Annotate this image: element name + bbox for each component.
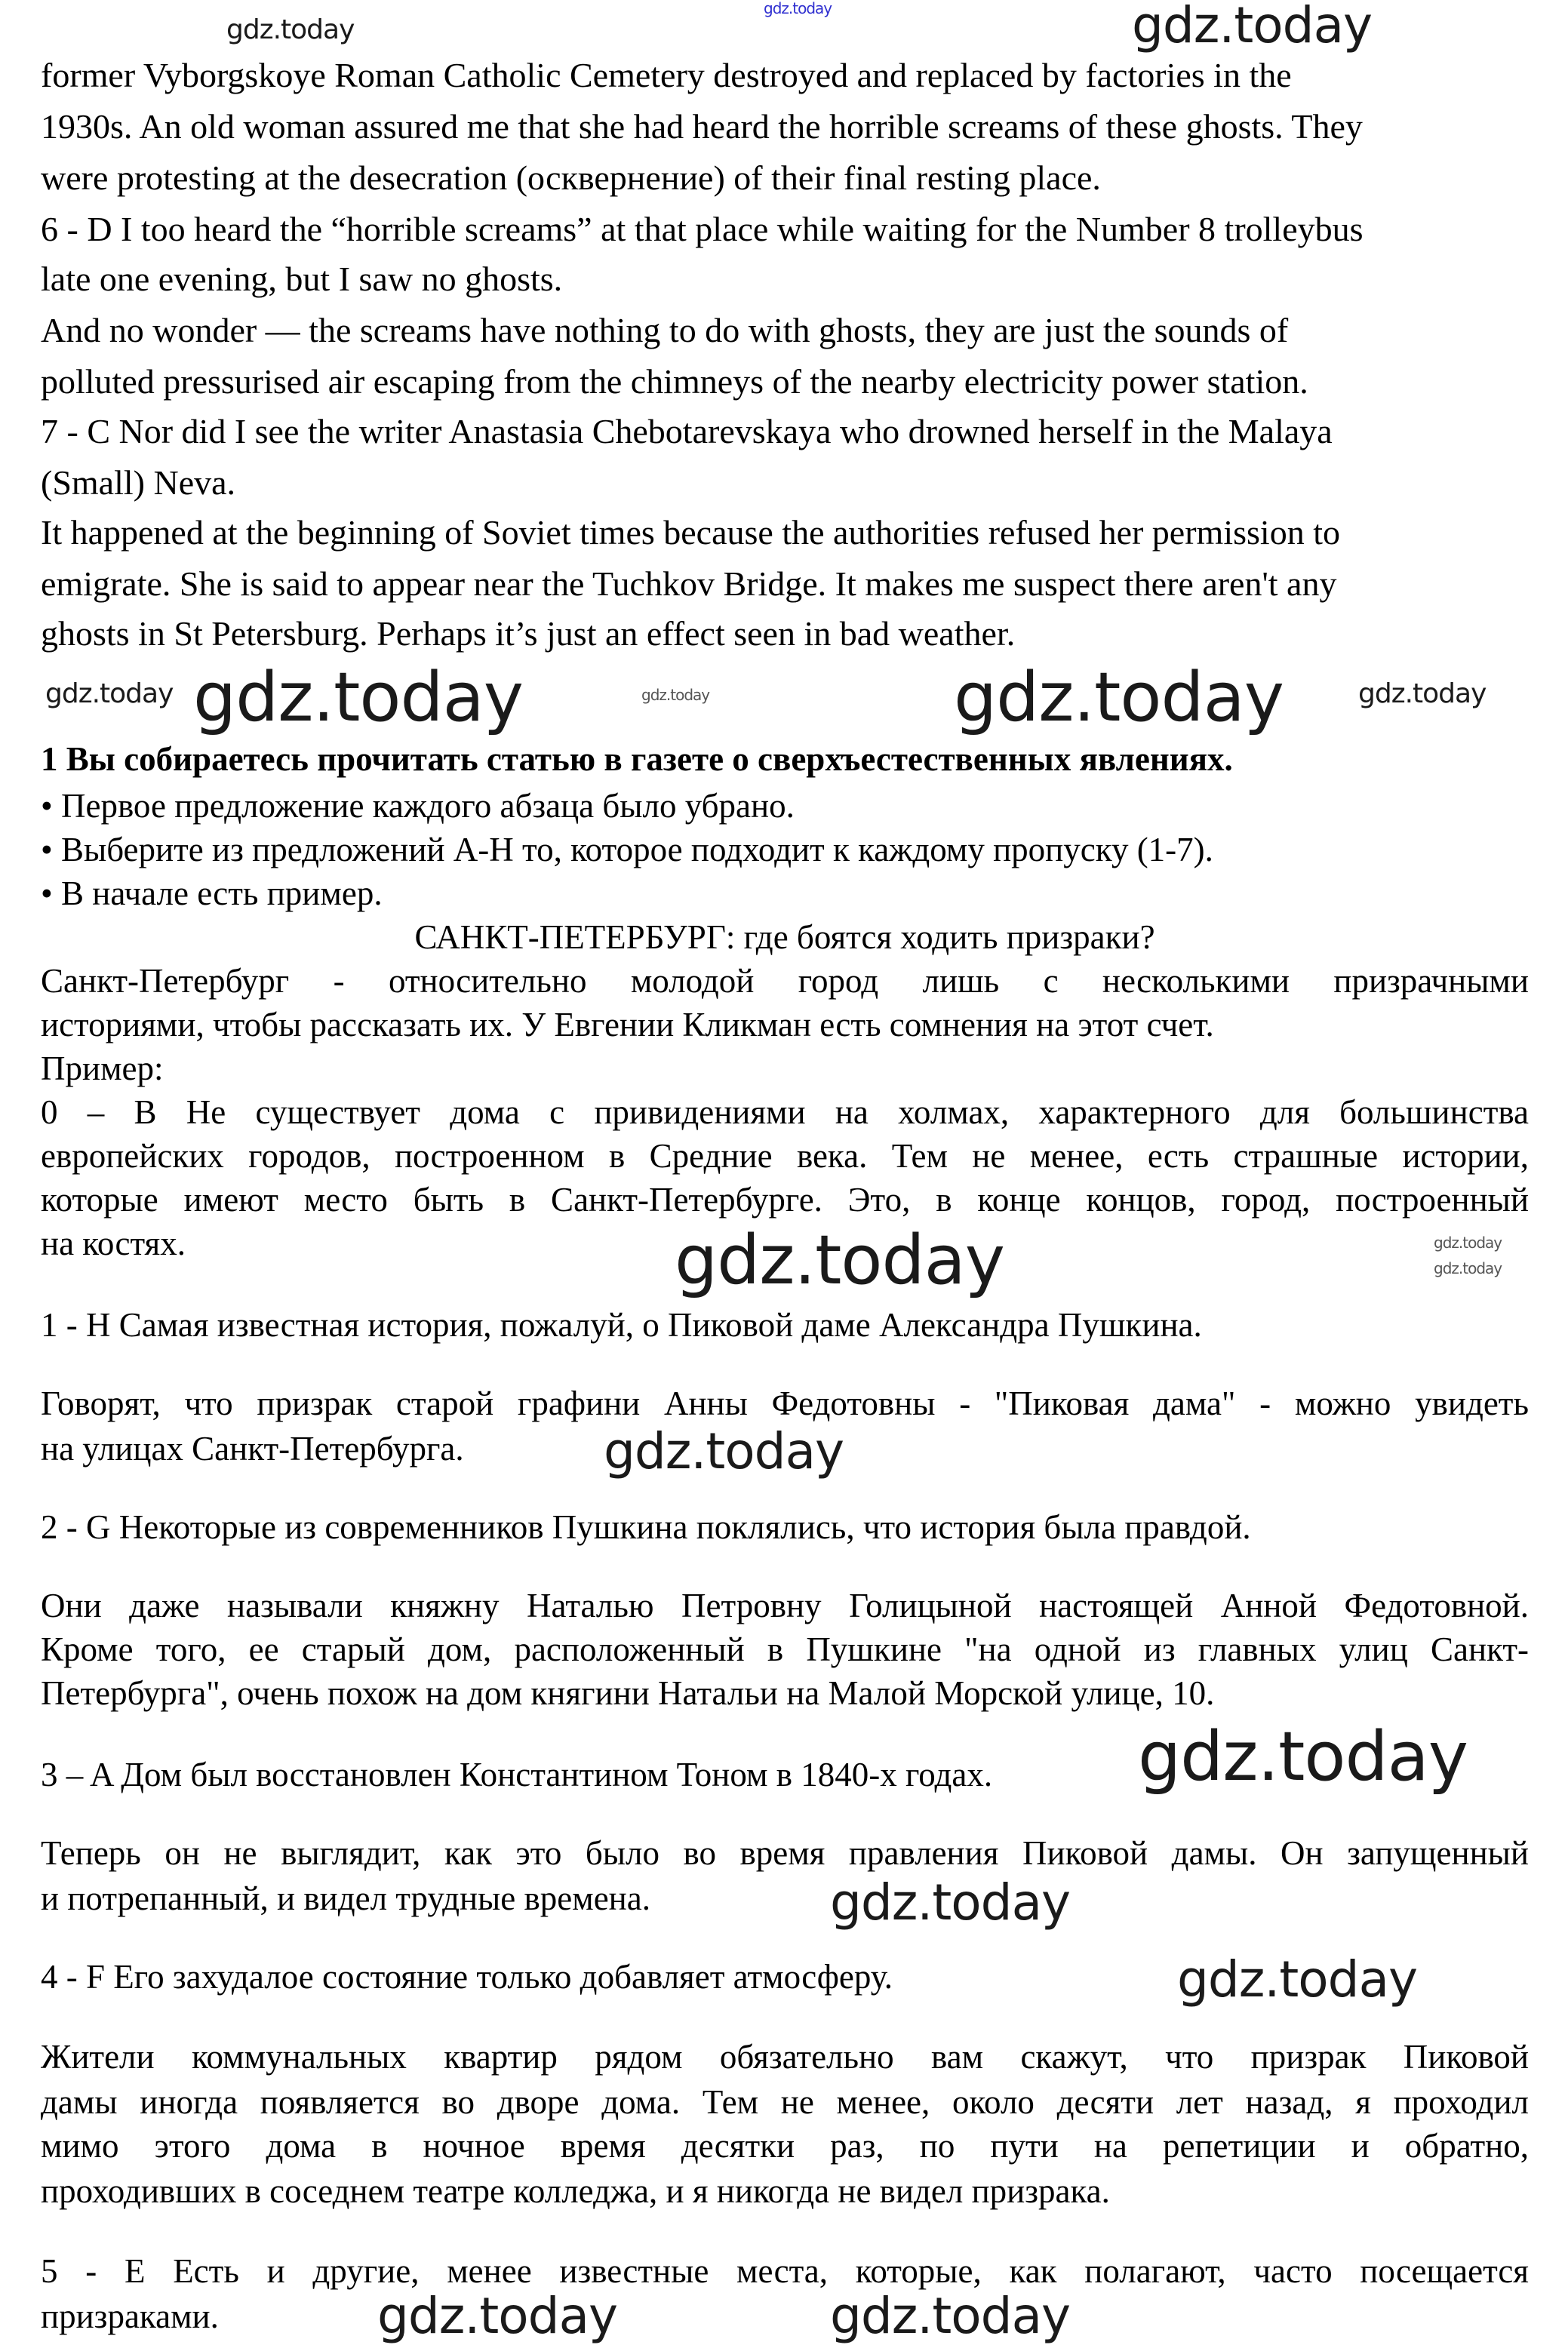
task-bullet: • Выберите из предложений A-H то, которое подходит к каждому пропуску (1-7). [41,831,1213,868]
watermark: gdz.today [604,1422,844,1480]
russian-line: Говорят, что призрак старой графини Анны Федотовны - "Пиковая дама" - можно увидеть [41,1385,1529,1422]
article-title: САНКТ-ПЕТЕРБУРГ: где боятся ходить призраки? [414,918,1155,956]
russian-line: которые имеют место быть в Санкт-Петербурге. Это, в конце концов, город, построенный [41,1181,1529,1219]
english-line: ghosts in St Petersburg. Perhaps it’s just an effect seen in bad weather. [41,614,1016,653]
english-line: 7 - C Nor did I see the writer Anastasia Chebotarevskaya who drowned herself in the Malaya [41,412,1333,450]
russian-line: Жители коммунальных квартир рядом обязательно вам скажут, что призрак Пиковой [41,2038,1529,2076]
task-bullet: • Первое предложение каждого абзаца было убрано. [41,787,795,825]
russian-line: Петербурга", очень похож на дом княгини Натальи на Малой Морской улице, 10. [41,1674,1215,1712]
watermark: gdz.today [641,686,710,704]
russian-line: 1 - H Самая известная история, пожалуй, о Пиковой даме Александра Пушкина. [41,1306,1202,1344]
watermark: gdz.today [1132,0,1373,54]
russian-line: Пример: [41,1050,164,1087]
russian-line: Санкт-Петербург - относительно молодой город лишь с несколькими призрачными [41,962,1529,1000]
russian-line: 2 - G Некоторые из современников Пушкина поклялись, что история была правдой. [41,1508,1251,1546]
english-line: It happened at the beginning of Soviet times because the authorities refused her permission to [41,513,1340,552]
russian-line: 5 - E Есть и другие, менее известные места, которые, как полагают, часто посещается [41,2252,1529,2290]
english-line: were protesting at the desecration (осквернение) of their final resting place. [41,158,1101,197]
watermark: gdz.today [830,2287,1071,2345]
english-line: (Small) Neva. [41,463,236,502]
english-line: late one evening, but I saw no ghosts. [41,260,563,298]
english-line: emigrate. She is said to appear near the Tuchkov Bridge. It makes me suspect there aren't any [41,564,1337,603]
english-line: 1930s. An old woman assured me that she had heard the horrible screams of these ghosts. They [41,107,1363,146]
watermark: gdz.today [1434,1259,1502,1277]
russian-line: мимо этого дома в ночное время десятки раз, по пути на репетиции и обратно, [41,2127,1529,2165]
russian-line: проходивших в соседнем театре колледжа, и я никогда не видел призрака. [41,2172,1110,2210]
watermark: gdz.today [377,2287,618,2345]
russian-line: 3 – A Дом был восстановлен Константином Тоном в 1840-х годах. [41,1756,993,1793]
russian-line: дамы иногда появляется во дворе дома. Тем не менее, около десяти лет назад, я проходил [41,2083,1529,2121]
russian-line: Кроме того, ее старый дом, расположенный в Пушкине "на одной из главных улиц Санкт- [41,1630,1529,1668]
watermark: gdz.today [1177,1950,1418,2008]
watermark: gdz.today [830,1873,1071,1932]
watermark: gdz.today [1434,1234,1502,1252]
russian-line: европейских городов, построенном в Средние века. Тем не менее, есть страшные истории, [41,1137,1529,1175]
task-bullet: • В начале есть пример. [41,874,383,912]
watermark: gdz.today [226,14,355,45]
english-line: 6 - D I too heard the “horrible screams” at that place while waiting for the Number 8 trolleybus [41,210,1364,248]
english-line: And no wonder — the screams have nothing to do with ghosts, they are just the sounds of [41,311,1289,349]
russian-line: на улицах Санкт-Петербурга. [41,1430,464,1468]
russian-line: Теперь он не выглядит, как это было во время правления Пиковой дамы. Он запущенный [41,1834,1529,1872]
watermark: gdz.today [675,1221,1005,1300]
russian-line: и потрепанный, и видел трудные времена. [41,1879,650,1917]
russian-line: призраками. [41,2297,219,2335]
russian-line: на костях. [41,1225,186,1262]
watermark: gdz.today [764,0,832,17]
english-line: former Vyborgskoye Roman Catholic Cemetery destroyed and replaced by factories in the [41,56,1292,94]
watermark: gdz.today [193,658,524,737]
russian-line: 0 – B Не существует дома с привидениями на холмах, характерного для большинства [41,1093,1529,1131]
russian-line: историями, чтобы рассказать их. У Евгении Кликман есть сомнения на этот счет. [41,1006,1214,1043]
watermark: gdz.today [45,678,174,709]
english-line: polluted pressurised air escaping from the chimneys of the nearby electricity power station. [41,362,1308,401]
russian-line: 4 - F Его захудалое состояние только добавляет атмосферу. [41,1958,893,1996]
watermark: gdz.today [1358,678,1487,709]
task-heading: 1 Вы собираетесь прочитать статью в газете о сверхъестественных явлениях. [41,740,1233,778]
russian-line: Они даже называли княжну Наталью Петровну Голицыной настоящей Анной Федотовной. [41,1587,1529,1624]
watermark: gdz.today [954,658,1284,737]
watermark: gdz.today [1138,1717,1468,1796]
